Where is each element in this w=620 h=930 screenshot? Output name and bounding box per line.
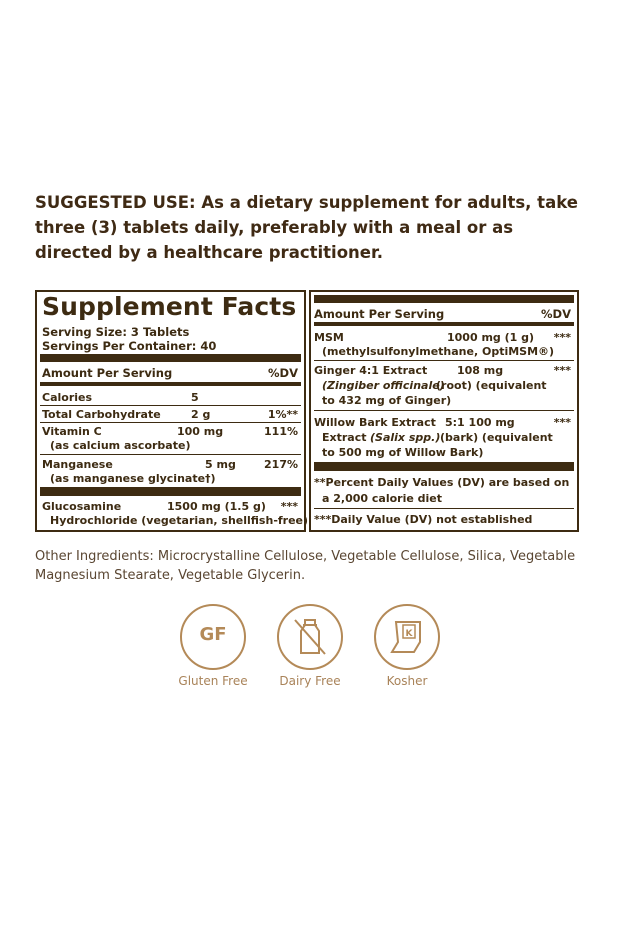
vitamin-c-dv: 111%	[264, 425, 298, 438]
thick-divider	[40, 354, 301, 362]
medium-divider	[314, 322, 574, 326]
serving-size: Serving Size: 3 Tablets	[42, 325, 190, 339]
ginger-part: (root) (equivalent	[436, 379, 547, 392]
vitamin-c-label: Vitamin C	[42, 425, 102, 438]
ginger-equivalent: to 432 mg of Ginger)	[322, 394, 452, 407]
manganese-dv: 217%	[264, 458, 298, 471]
gf-icon-text: GF	[199, 624, 227, 645]
footnote-not-established: ***Daily Value (DV) not established	[314, 513, 533, 526]
row-rule	[314, 360, 574, 361]
thick-divider	[314, 295, 574, 303]
row-rule	[40, 422, 301, 423]
willow-bark-label: Willow Bark Extract	[314, 416, 436, 429]
thick-divider	[314, 462, 574, 471]
amount-per-serving-header: Amount Per Serving	[314, 307, 445, 321]
footnote-dv-line2: a 2,000 calorie diet	[322, 492, 442, 505]
willow-bark-extract: Extract	[322, 431, 367, 444]
medium-divider	[40, 382, 301, 386]
kosher-letter: K	[405, 629, 413, 639]
dv-header: %DV	[268, 366, 298, 380]
thick-divider	[40, 487, 301, 496]
ginger-label: Ginger 4:1 Extract	[314, 364, 428, 377]
willow-bark-dv: ***	[553, 416, 571, 429]
row-rule	[40, 454, 301, 455]
ginger-dv: ***	[553, 364, 571, 377]
manganese-source: (as manganese glycinate†)	[50, 472, 216, 485]
row-rule	[314, 508, 574, 509]
carbohydrate-label: Total Carbohydrate	[42, 408, 161, 421]
kosher-icon	[374, 604, 440, 670]
dairy-free-label: Dairy Free	[279, 674, 341, 688]
gluten-free-label: Gluten Free	[178, 674, 248, 688]
msm-source: (methylsulfonylmethane, OptiMSM®)	[322, 345, 555, 358]
footnote-dv-line1: **Percent Daily Values (DV) are based on	[314, 476, 570, 489]
glucosamine-form: Hydrochloride (vegetarian, shellfish-free)	[50, 514, 309, 527]
calories-label: Calories	[42, 391, 93, 404]
suggested-use: SUGGESTED USE: As a dietary supplement for adults, take three (3) tablets daily, preferably with a meal or as directed by a healthcare practitioner.	[35, 193, 578, 262]
msm-amount: 1000 mg (1 g)	[447, 331, 535, 344]
supplement-facts-title: Supplement Facts	[42, 292, 297, 321]
msm-label: MSM	[314, 331, 344, 344]
row-rule	[40, 405, 301, 406]
msm-dv: ***	[553, 331, 571, 344]
dairy-free-icon	[277, 604, 343, 670]
manganese-label: Manganese	[42, 458, 113, 471]
vitamin-c-amount: 100 mg	[177, 425, 224, 438]
glucosamine-amount: 1500 mg (1.5 g)	[167, 500, 266, 513]
glucosamine-label: Glucosamine	[42, 500, 122, 513]
willow-bark-equivalent: to 500 mg of Willow Bark)	[322, 446, 484, 459]
ginger-amount: 108 mg	[457, 364, 504, 377]
glucosamine-dv: ***	[280, 500, 298, 513]
willow-bark-amount: 5:1 100 mg	[445, 416, 515, 429]
supplement-facts-right-panel	[309, 290, 579, 532]
other-ingredients: Other Ingredients: Microcrystalline Cellulose, Vegetable Cellulose, Silica, Vegetable Magnesium Stearate, Vegetable Glycerin.	[35, 549, 576, 583]
supplement-facts-left-panel	[35, 290, 309, 532]
manganese-amount: 5 mg	[205, 458, 236, 471]
row-rule	[314, 410, 574, 411]
willow-bark-latin-name: (Salix spp.)	[370, 431, 441, 444]
dv-header: %DV	[541, 307, 571, 321]
vitamin-c-source: (as calcium ascorbate)	[50, 439, 191, 452]
calories-amount: 5	[191, 391, 199, 404]
willow-bark-part: (bark) (equivalent	[440, 431, 553, 444]
carbohydrate-amount: 2 g	[191, 408, 211, 421]
servings-per-container: Servings Per Container: 40	[42, 339, 217, 353]
amount-per-serving-header: Amount Per Serving	[42, 366, 173, 380]
gluten-free-icon	[180, 604, 246, 670]
carbohydrate-dv: 1%**	[267, 408, 298, 421]
ginger-latin-name: (Zingiber officinale)	[322, 379, 445, 392]
kosher-label: Kosher	[386, 674, 428, 688]
